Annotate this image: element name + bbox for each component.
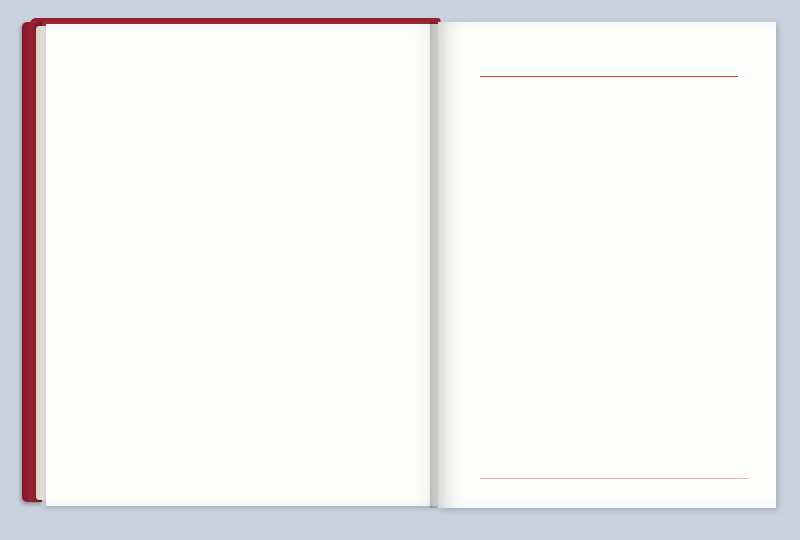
footer-rule	[480, 478, 748, 479]
left-page	[46, 24, 438, 506]
title-rule	[480, 76, 738, 77]
right-page	[438, 22, 776, 508]
word-cloud	[46, 24, 438, 506]
open-book	[22, 12, 780, 524]
